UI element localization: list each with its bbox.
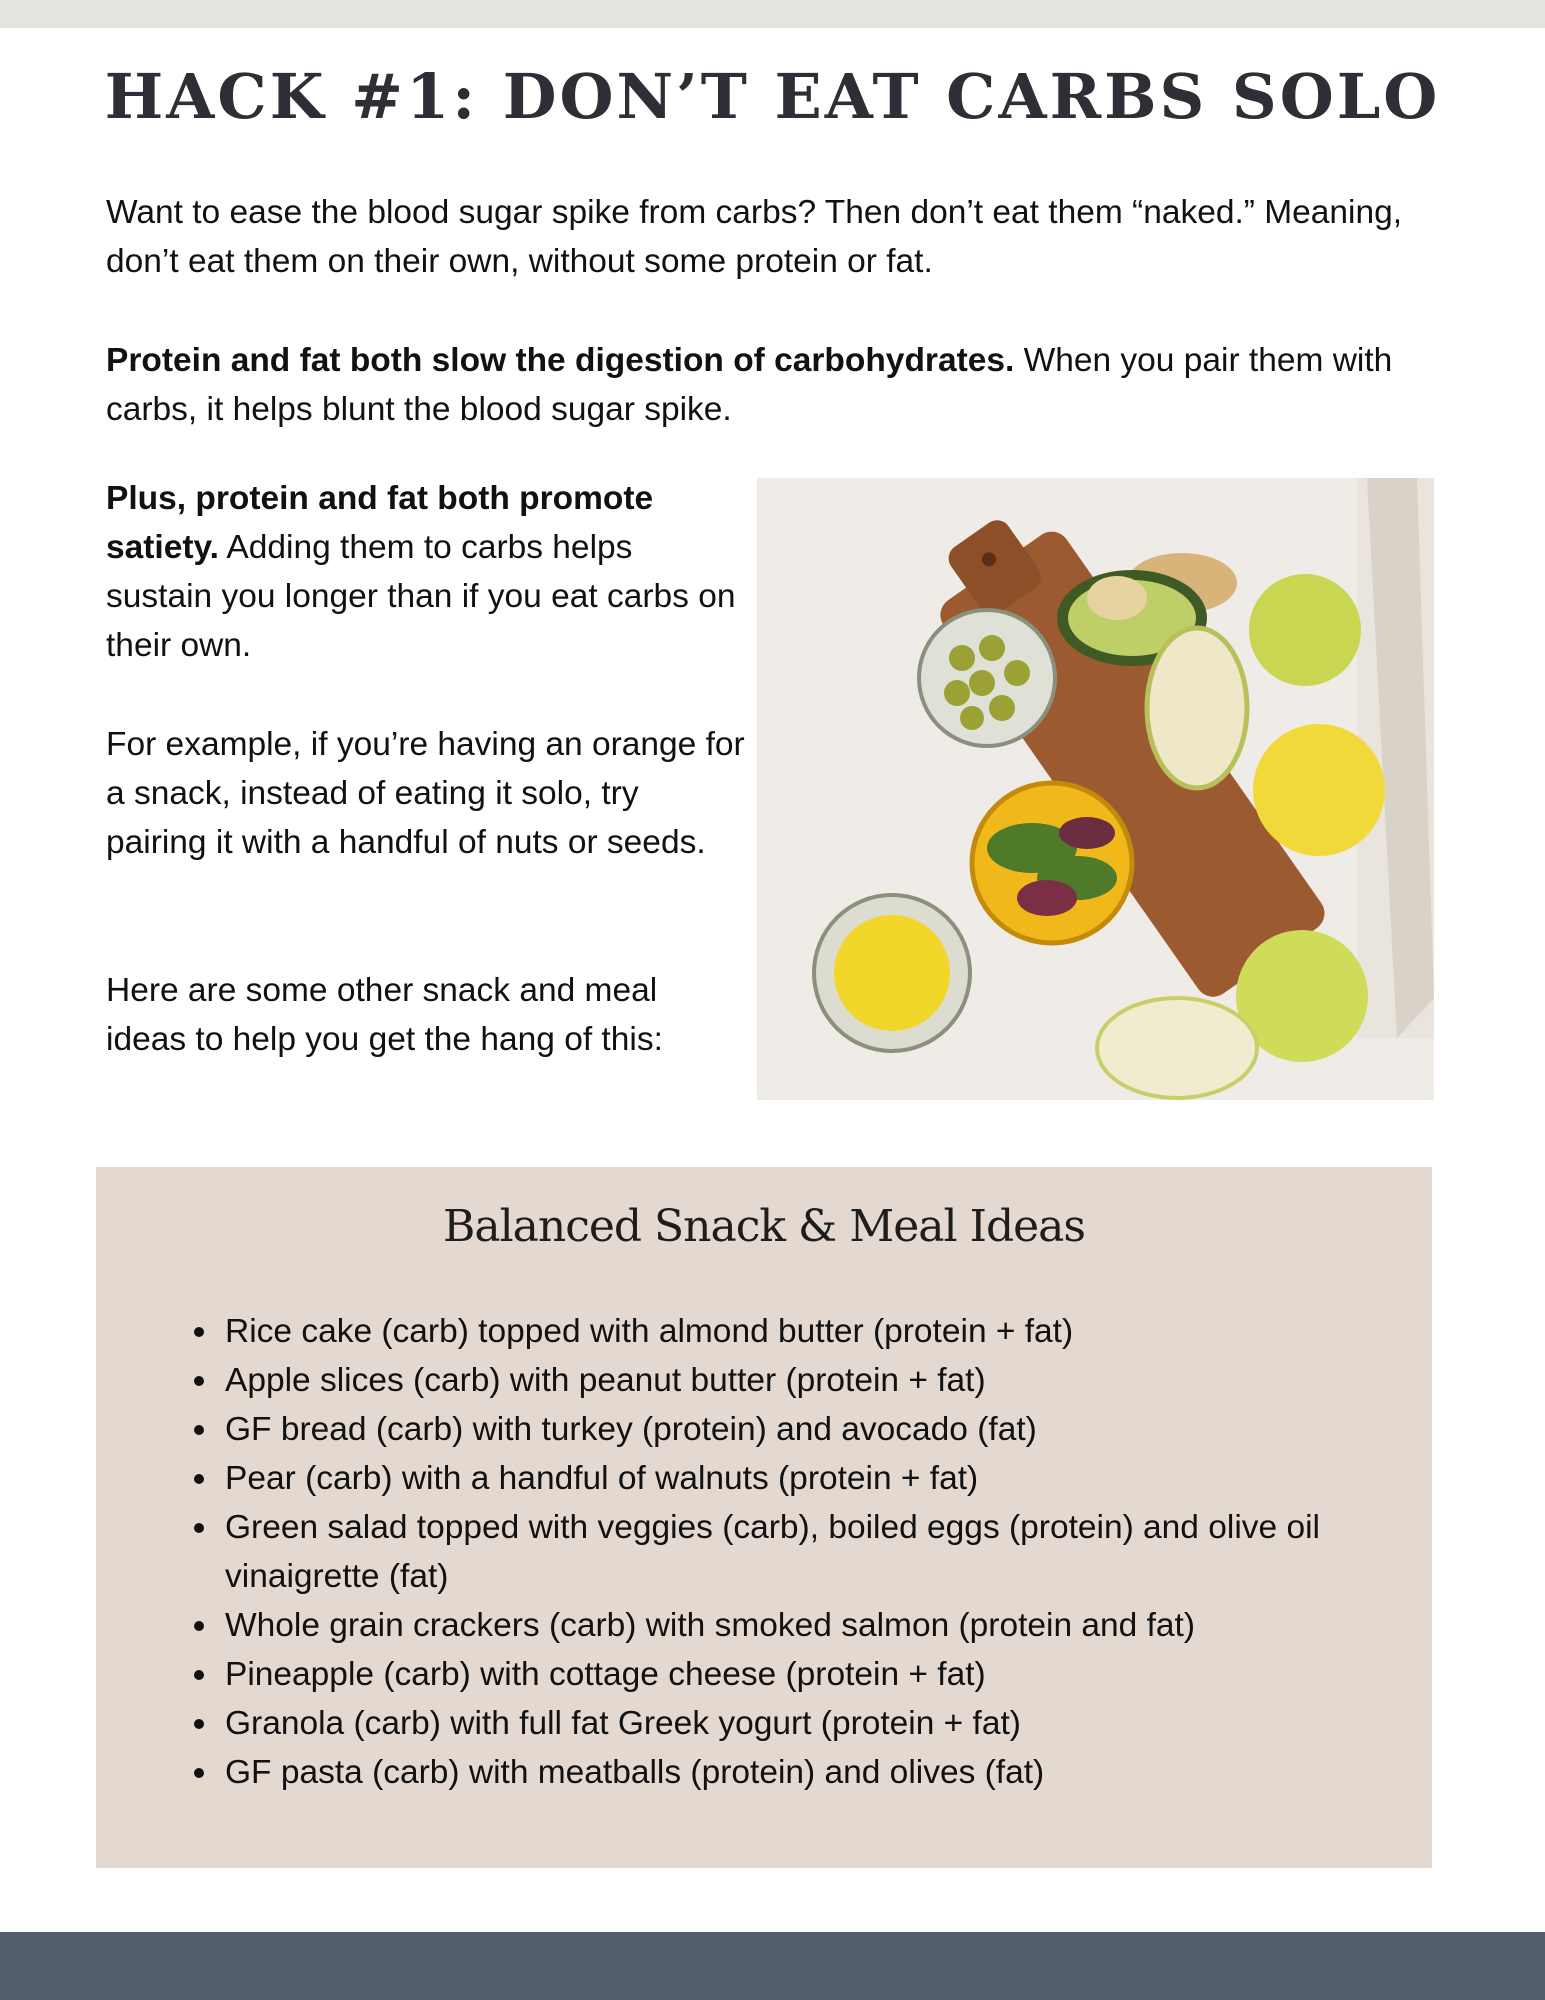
list-item [225,1699,1375,1748]
intro-paragraph: Want to ease the blood sugar spike from carbs? Then don’t eat them “naked.” Meaning, don’t eat them on their own, without some protein or fat. [106,194,1403,280]
food-illustration [757,478,1434,1100]
bullet-icon [194,1670,204,1680]
footer-bar [0,1932,1545,2000]
list-item-text: Pineapple (carb) with cottage cheese (protein + fat) [225,1656,986,1693]
digestion-paragraph [106,336,1446,434]
list-item [225,1650,1375,1699]
list-item-text: Green salad topped with veggies (carb), boiled eggs (protein) and olive oil vinaigrette (fat) [225,1509,1320,1595]
ideas-box [96,1167,1432,1868]
list-item-text: Apple slices (carb) with peanut butter (protein + fat) [225,1362,986,1399]
bullet-icon [194,1474,204,1484]
list-item-text: Pear (carb) with a handful of walnuts (protein + fat) [225,1460,979,1497]
bullet-icon [194,1523,204,1533]
list-item [225,1454,1375,1503]
satiety-text: Adding them to carbs helps sustain you longer than if you eat carbs on their own. [106,529,736,664]
list-item-text: GF bread (carb) with turkey (protein) and avocado (fat) [225,1411,1037,1448]
bullet-icon [194,1425,204,1435]
example-paragraph: For example, if you’re having an orange for a snack, instead of eating it solo, try pairing it with a handful of nuts or seeds. [106,726,745,861]
ideas-list [225,1307,1375,1797]
satiety-bold: Plus, protein and fat both promote satiety. [106,480,654,566]
digestion-text: When you pair them with carbs, it helps blunt the blood sugar spike. [106,342,1393,428]
bullet-icon [194,1327,204,1337]
list-item-text: GF pasta (carb) with meatballs (protein) and olives (fat) [225,1754,1045,1791]
bullet-icon [194,1768,204,1778]
list-item-text: Whole grain crackers (carb) with smoked salmon (protein and fat) [225,1607,1196,1644]
digestion-bold: Protein and fat both slow the digestion of carbohydrates. [106,342,1015,379]
page-title: HACK #1: DON’T EAT CARBS SOLO [104,60,1441,133]
list-item [225,1307,1375,1356]
list-item-text: Granola (carb) with full fat Greek yogurt (protein + fat) [225,1705,1021,1742]
list-item [225,1405,1375,1454]
list-item [225,1356,1375,1405]
bullet-icon [194,1376,204,1386]
list-item [225,1601,1375,1650]
bullet-icon [194,1719,204,1729]
list-item [225,1503,1375,1601]
list-item-text: Rice cake (carb) topped with almond butter (protein + fat) [225,1313,1074,1350]
list-item [225,1748,1375,1797]
ideas-heading: Balanced Snack & Meal Ideas [443,1201,1085,1252]
ideas-intro-paragraph: Here are some other snack and meal ideas to help you get the hang of this: [106,972,663,1058]
top-bar [0,0,1545,28]
bullet-icon [194,1621,204,1631]
food-photo [757,478,1434,1100]
satiety-paragraph [106,474,746,670]
